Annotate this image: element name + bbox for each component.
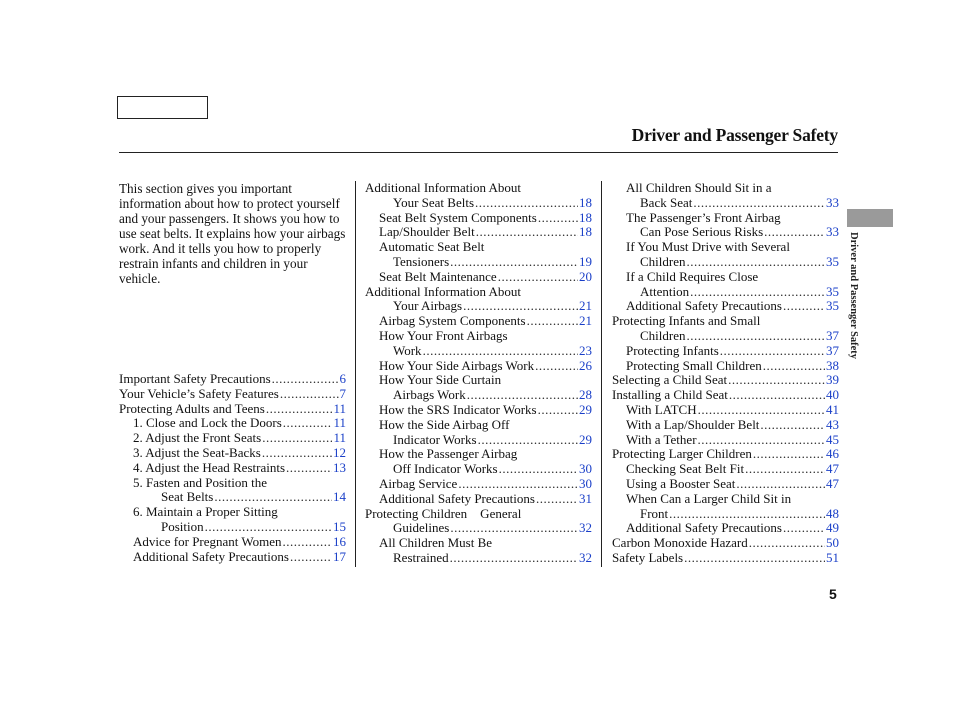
page-link: 18 [579,224,592,240]
page-link: 35 [826,283,839,299]
page-link: 19 [579,253,592,269]
page-link: 28 [579,387,592,403]
toc-entry[interactable]: Advice for Pregnant Women ..... 16 [119,535,346,550]
toc-entry-heading: Additional Information About [365,283,521,299]
toc-entry[interactable]: Tensioners ..... 19 [365,255,592,270]
page-title: Driver and Passenger Safety [631,125,838,145]
page-link: 16 [333,533,346,549]
page-link: 47 [826,475,839,491]
toc-entry[interactable]: Protecting Infants ..... 37 [612,344,839,359]
toc-entry-heading: All Children Should Sit in a [626,180,772,195]
toc-entry[interactable]: Airbag System Components ..... 21 [365,314,592,329]
toc-entry[interactable]: Indicator Works ..... 29 [365,433,592,448]
toc-entry[interactable]: 3. Adjust the Seat-Backs ..... 12 [119,446,346,461]
toc-entry[interactable]: Additional Safety Precautions ..... 35 [612,299,839,314]
toc-entry[interactable]: Additional Safety Precautions ..... 31 [365,492,592,507]
page-link: 26 [579,357,592,373]
toc-entry[interactable]: Position ..... 15 [119,520,346,535]
page-link: 29 [579,401,592,417]
toc-entry[interactable]: Checking Seat Belt Fit ..... 47 [612,462,839,477]
toc-entry[interactable]: Children ..... 35 [612,255,839,270]
toc-entry[interactable]: Seat Belt System Components ..... 18 [365,211,592,226]
page-link: 13 [333,459,346,475]
toc-entry-heading: Protecting Infants and Small [612,313,761,329]
page-link: 18 [579,194,592,210]
page-link: 35 [826,298,839,314]
toc-column-1 [119,372,346,564]
toc-entry-heading: How the Passenger Airbag [379,446,518,462]
toc-column-3 [612,181,839,566]
toc-entry[interactable]: 4. Adjust the Head Restraints ..... 13 [119,461,346,476]
page-link: 40 [826,387,839,403]
toc-entry[interactable]: Safety Labels ..... 51 [612,551,839,566]
toc-entry[interactable]: Important Safety Precautions ..... 6 [119,372,346,387]
toc-entry[interactable]: With LATCH ..... 41 [612,403,839,418]
toc-entry[interactable]: Off Indicator Works ..... 30 [365,462,592,477]
toc-entry[interactable]: Selecting a Child Seat ..... 39 [612,373,839,388]
toc-entry-heading: If You Must Drive with Several [626,239,790,255]
toc-entry-heading: How the Side Airbag Off [379,416,510,432]
page-link: 31 [579,490,592,506]
toc-entry[interactable]: Can Pose Serious Risks ..... 33 [612,225,839,240]
page-link: 47 [826,461,839,477]
page-link: 32 [579,549,592,565]
page-link: 21 [579,298,592,314]
nav-back-box[interactable] [117,96,208,119]
toc-entry-heading: 6. Maintain a Proper Sitting [133,504,278,520]
page-link: 38 [826,357,839,373]
page-link: 37 [826,342,839,358]
toc-entry[interactable]: Guidelines ..... 32 [365,521,592,536]
section-tab-label: Driver and Passenger Safety [848,232,859,360]
page-link: 32 [579,520,592,536]
toc-entry[interactable]: Airbag Service ..... 30 [365,477,592,492]
toc-entry[interactable]: Your Airbags ..... 21 [365,299,592,314]
toc-entry[interactable]: Your Vehicle’s Safety Features ..... 7 [119,387,346,402]
toc-entry[interactable]: Work ..... 23 [365,344,592,359]
toc-entry[interactable]: Airbags Work ..... 28 [365,388,592,403]
toc-entry[interactable]: 2. Adjust the Front Seats ..... 11 [119,431,346,446]
toc-entry[interactable]: Additional Safety Precautions ..... 17 [119,550,346,565]
toc-entry-heading: How Your Front Airbags [379,327,508,343]
toc-entry[interactable]: Protecting Small Children ..... 38 [612,359,839,374]
toc-entry[interactable]: Attention ..... 35 [612,285,839,300]
page-link: 43 [826,416,839,432]
page-link: 29 [579,431,592,447]
page-link: 33 [826,224,839,240]
page-link: 48 [826,505,839,521]
toc-entry[interactable]: Children ..... 37 [612,329,839,344]
toc-entry[interactable]: How the SRS Indicator Works ..... 29 [365,403,592,418]
title-divider [119,152,838,153]
toc-entry-heading: 5. Fasten and Position the [133,474,267,490]
toc-entry[interactable]: Using a Booster Seat ..... 47 [612,477,839,492]
toc-entry[interactable]: Additional Safety Precautions ..... 49 [612,521,839,536]
page-link: 33 [826,194,839,210]
toc-entry[interactable]: Your Seat Belts ..... 18 [365,196,592,211]
page-link: 23 [579,342,592,358]
page-link: 37 [826,327,839,343]
toc-entry-heading: Automatic Seat Belt [379,239,485,255]
page-link: 15 [333,518,346,534]
toc-entry[interactable]: Installing a Child Seat ..... 40 [612,388,839,403]
toc-entry[interactable]: With a Tether ..... 45 [612,433,839,448]
page-link: 30 [579,475,592,491]
page-link: 30 [579,461,592,477]
page-link: 11 [333,415,346,431]
page-link: 11 [333,430,346,446]
page-link: 50 [826,535,839,551]
toc-entry[interactable]: Protecting Larger Children ..... 46 [612,447,839,462]
page-link: 41 [826,401,839,417]
column-divider-2 [601,181,602,567]
page-link: 7 [339,385,346,401]
toc-entry[interactable]: 1. Close and Lock the Doors ..... 11 [119,416,346,431]
toc-entry[interactable]: Protecting Adults and Teens ..... 11 [119,402,346,417]
page-link: 17 [333,548,346,564]
page-link: 11 [333,400,346,416]
page-link: 39 [826,372,839,388]
page-link: 49 [826,520,839,536]
toc-entry[interactable]: Seat Belts ..... 14 [119,490,346,505]
toc-entry[interactable]: Restrained ..... 32 [365,551,592,566]
page-link: 6 [339,371,346,386]
toc-entry-heading: If a Child Requires Close [626,268,759,284]
page-link: 46 [826,446,839,462]
toc-entry[interactable]: Lap/Shoulder Belt ..... 18 [365,225,592,240]
intro-paragraph: This section gives you important information about how to protect yourself and your passengers. It shows you how to use seat belts. It explains how your airbags work. And it tells you how to properly restrain infants and children in your vehicle. [119,181,346,286]
page-link: 35 [826,253,839,269]
page-number: 5 [829,586,837,602]
column-divider-1 [355,181,356,567]
page-link: 12 [333,444,346,460]
toc-entry-heading: When Can a Larger Child Sit in [626,490,792,506]
toc-entry-heading: Protecting Children General [365,505,522,521]
toc-entry-heading: The Passenger’s Front Airbag [626,209,781,225]
toc-entry[interactable]: How Your Side Airbags Work ..... 26 [365,359,592,374]
toc-entry[interactable]: With a Lap/Shoulder Belt ..... 43 [612,418,839,433]
page-link: 18 [579,209,592,225]
page-link: 45 [826,431,839,447]
toc-entry[interactable]: Back Seat ..... 33 [612,196,839,211]
toc-entry-heading: How Your Side Curtain [379,372,502,388]
section-tab-marker [847,209,893,227]
page-link: 20 [579,268,592,284]
toc-entry[interactable]: Front ..... 48 [612,507,839,522]
page-link: 14 [333,489,346,505]
toc-entry[interactable]: Carbon Monoxide Hazard ..... 50 [612,536,839,551]
toc-entry-heading: All Children Must Be [379,535,493,551]
toc-entry[interactable]: Seat Belt Maintenance ..... 20 [365,270,592,285]
toc-column-2 [365,181,592,566]
toc-entry-heading: Additional Information About [365,180,521,195]
page-link: 21 [579,313,592,329]
page-link: 51 [826,549,839,565]
